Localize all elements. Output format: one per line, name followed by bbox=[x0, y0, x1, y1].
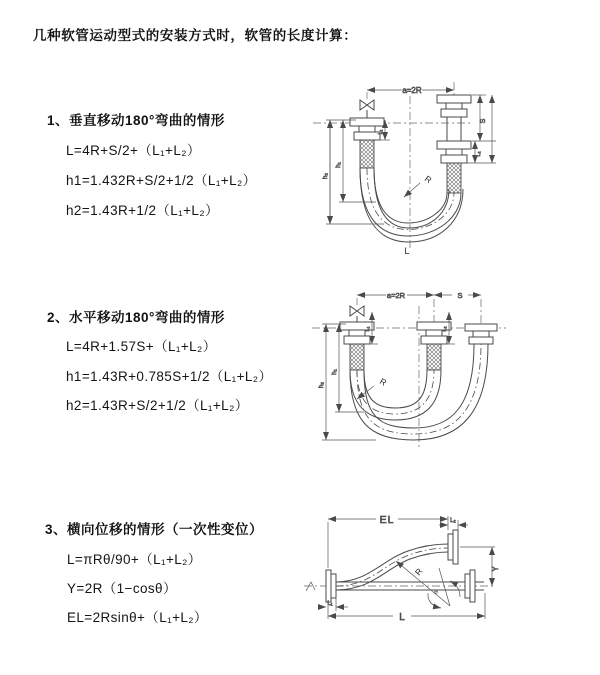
section1-formula-l: L=4R+S/2+（L₁+L₂） bbox=[66, 143, 201, 158]
flange-right-upper bbox=[448, 530, 458, 564]
braid-section bbox=[350, 344, 364, 370]
braid-section bbox=[360, 140, 374, 168]
flange-right-lower bbox=[465, 570, 475, 602]
flange-right-lower bbox=[437, 141, 471, 193]
diagram-horizontal-180-bend bbox=[306, 282, 596, 457]
radius-callout bbox=[357, 376, 388, 399]
angle-callout bbox=[428, 568, 460, 608]
dim-label-h1: h₁ bbox=[331, 369, 338, 375]
section3-heading: 3、横向位移的情形（一次性变位） bbox=[45, 522, 264, 537]
valve-icon bbox=[360, 100, 374, 118]
diagram-lateral-displacement bbox=[298, 498, 598, 656]
diagram-vertical-180-bend bbox=[306, 76, 576, 258]
dim-label-a2r: a=2R bbox=[386, 291, 406, 300]
flange-right bbox=[465, 324, 497, 344]
dim-label-theta: θ bbox=[434, 589, 438, 596]
dim-label-el: EL bbox=[379, 514, 395, 526]
braid-section bbox=[427, 344, 441, 370]
dim-label-radius: R bbox=[378, 376, 389, 388]
section1-heading: 1、垂直移动180°弯曲的情形 bbox=[47, 113, 225, 128]
dim-label-l2: L₂ bbox=[442, 326, 448, 332]
valve-icon bbox=[350, 306, 364, 322]
dim-a2r-s bbox=[357, 291, 481, 300]
dim-l2 bbox=[439, 518, 468, 530]
dim-length bbox=[328, 593, 485, 623]
hose-displaced-position bbox=[336, 544, 448, 590]
dim-label-l2: L₂ bbox=[450, 518, 456, 524]
section2-formula-h1: h1=1.43R+0.785S+1/2（L₁+L₂） bbox=[66, 369, 273, 384]
dim-s-l2 bbox=[463, 95, 496, 163]
flange-right-upper bbox=[437, 95, 471, 141]
dim-label-h2: h₂ bbox=[322, 172, 329, 180]
dim-label-radius: R bbox=[412, 566, 425, 578]
dim-label-s: S bbox=[480, 118, 487, 124]
section2-heading: 2、水平移动180°弯曲的情形 bbox=[47, 310, 225, 325]
flange-left bbox=[326, 570, 336, 602]
section3-formula-y: Y=2R（1−cosθ） bbox=[67, 581, 177, 596]
section2-formula-l: L=4R+1.57S+（L₁+L₂） bbox=[66, 339, 217, 354]
dim-label-y: Y bbox=[491, 566, 500, 572]
braid-section bbox=[447, 163, 461, 193]
dim-label-h2: h₂ bbox=[318, 381, 325, 389]
dim-label-radius: R bbox=[422, 173, 434, 186]
section1-formula-h2: h2=1.43R+1/2（L₁+L₂） bbox=[66, 203, 219, 218]
dim-label-l1: L₁ bbox=[365, 326, 371, 332]
radius-callout bbox=[396, 561, 450, 606]
dim-label-l1: L₁ bbox=[378, 129, 384, 135]
section3-formula-l: L=πRθ/90+（L₁+L₂） bbox=[67, 552, 202, 567]
dim-el bbox=[328, 514, 448, 568]
radius-callout bbox=[404, 173, 434, 197]
centerlines bbox=[312, 298, 506, 448]
dim-a2r bbox=[367, 86, 454, 95]
dim-label-length: L bbox=[404, 246, 410, 257]
section2-formula-h2: h2=1.43R+S/2+1/2（L₁+L₂） bbox=[66, 398, 249, 413]
dim-label-l1: L₁ bbox=[327, 601, 333, 607]
section3-formula-el: EL=2Rsinθ+（L₁+L₂） bbox=[67, 610, 208, 625]
dim-label-a2r: a=2R bbox=[402, 86, 422, 95]
dim-label-h1: h₁ bbox=[335, 162, 342, 168]
dim-label-s: S bbox=[457, 291, 463, 300]
dim-label-l2: L₂ bbox=[476, 151, 482, 157]
page-title: 几种软管运动型式的安装方式时，软管的长度计算： bbox=[33, 28, 358, 43]
dim-label-length: L bbox=[399, 612, 405, 623]
centerline-break-mark bbox=[306, 582, 315, 591]
flange-left bbox=[350, 118, 384, 168]
section1-formula-h1: h1=1.432R+S/2+1/2（L₁+L₂） bbox=[66, 173, 257, 188]
